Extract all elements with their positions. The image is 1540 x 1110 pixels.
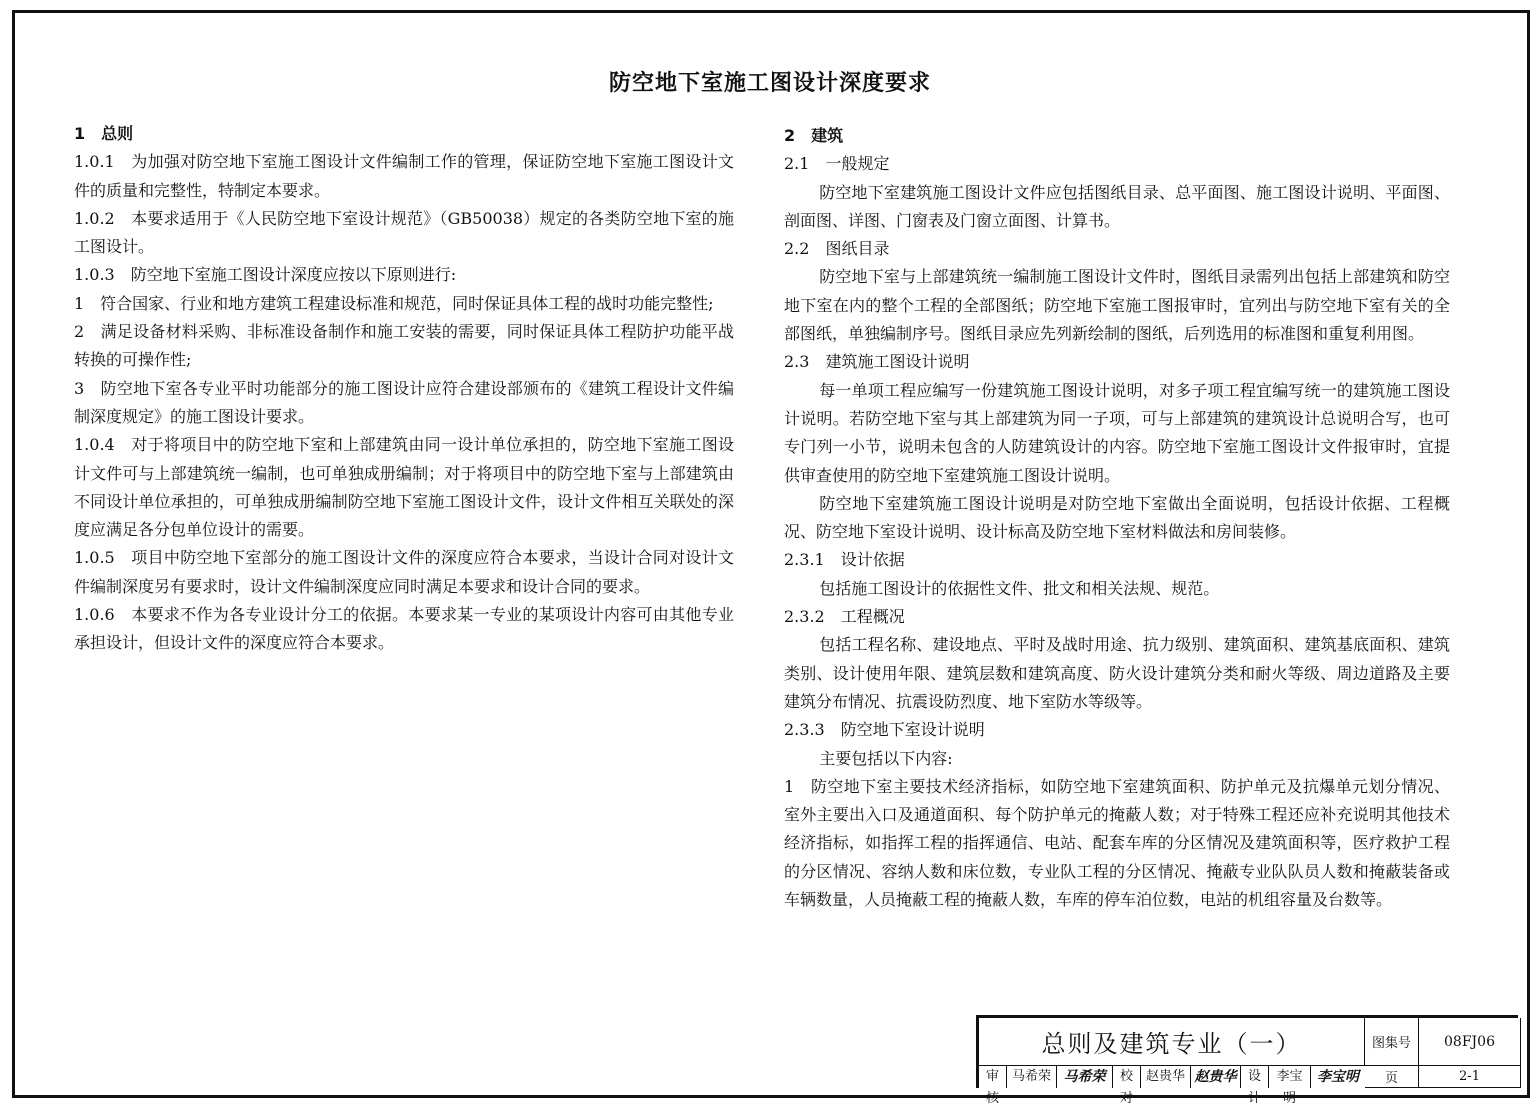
- paragraph: 1 防空地下室主要技术经济指标，如防空地下室建筑面积、防护单元及抗爆单元划分情况、室外主要出入口及通道面积、每个防护单元的掩蔽人数；对于特殊工程还应补充说明其他技术经济指标，如指挥工程的指挥通信、电站、配套车库的分区情况及建筑面积等，医疗救护工程的分区情况、容纳人数和床位数，专业队工程的分区情况、掩蔽专业队队员人数和掩蔽装备或车辆数量，人员掩蔽工程的掩蔽人数，车库的停车泊位数，电站的机组容量及台数等。: [784, 776, 1450, 910]
- review-label: 审核: [979, 1066, 1007, 1088]
- designer-name: 李宝明: [1269, 1066, 1311, 1088]
- paragraph: 2.3.2 工程概况: [784, 607, 905, 627]
- paragraph: 防空地下室与上部建筑统一编制施工图设计文件时，图纸目录需列出包括上部建筑和防空地下室在内的整个工程的全部图纸；防空地下室施工图报审时，宜列出与防空地下室有关的全部图纸，单独编制序号。图纸目录应先列新绘制的图纸，后列选用的标准图和重复利用图。: [784, 267, 1450, 344]
- paragraph: 3 防空地下室各专业平时功能部分的施工图设计应符合建设部颁布的《建筑工程设计文件编制深度规定》的施工图设计要求。: [74, 378, 734, 426]
- left-column: [74, 120, 734, 658]
- paragraph: 1.0.5 项目中防空地下室部分的施工图设计文件的深度应符合本要求，当设计合同对设计文件编制深度另有要求时，设计文件编制深度应同时满足本要求和设计合同的要求。: [74, 548, 734, 596]
- paragraph: 1.0.6 本要求不作为各专业设计分工的依据。本要求某一专业的某项设计内容可由其他专业承担设计，但设计文件的深度应符合本要求。: [74, 605, 734, 653]
- section-heading: 1 总则: [74, 124, 134, 143]
- paragraph: 包括施工图设计的依据性文件、批文和相关法规、规范。: [819, 578, 1220, 598]
- check-label: 校对: [1113, 1066, 1141, 1088]
- page-label: 页: [1365, 1066, 1419, 1088]
- right-column: [784, 122, 1450, 914]
- paragraph: 防空地下室建筑施工图设计说明是对防空地下室做出全面说明，包括设计依据、工程概况、防空地下室设计说明、设计标高及防空地下室材料做法和房间装修。: [784, 493, 1450, 542]
- designer-signature: 李宝明: [1317, 1069, 1359, 1085]
- paragraph: 包括工程名称、建设地点、平时及战时用途、抗力级别、建筑面积、建筑基底面积、建筑类别、设计使用年限、建筑层数和建筑高度、防火设计建筑分类和耐火等级、周边道路及主要建筑分布情况、抗震设防烈度、地下室防水等级等。: [784, 635, 1450, 711]
- paragraph: 每一单项工程应编写一份建筑施工图设计说明，对多子项工程宜编写统一的建筑施工图设计说明。若防空地下室与其上部建筑为同一子项，可与上部建筑的建筑设计总说明合写，也可专门列一小节，说明未包含的人防建筑设计的内容。防空地下室施工图设计文件报审时，宜提供审查使用的防空地下室建筑施工图设计说明。: [784, 380, 1450, 485]
- document-title: 防空地下室施工图设计深度要求: [608, 71, 931, 96]
- paragraph: 主要包括以下内容:: [819, 748, 953, 768]
- paragraph: 2.3 建筑施工图设计说明: [784, 352, 970, 372]
- design-label: 设计: [1241, 1066, 1269, 1088]
- paragraph: 2 满足设备材料采购、非标准设备制作和施工安装的需要，同时保证具体工程防护功能平战转换的可操作性;: [74, 322, 734, 370]
- paragraph: 1.0.2 本要求适用于《人民防空地下室设计规范》（GB50038）规定的各类防空地下室的施工图设计。: [74, 208, 734, 257]
- paragraph: 1 符合国家、行业和地方建筑工程建设标准和规范，同时保证具体工程的战时功能完整性;: [74, 293, 714, 313]
- paragraph: 1.0.4 对于将项目中的防空地下室和上部建筑由同一设计单位承担的，防空地下室施工图设计文件可与上部建筑统一编制，也可单独成册编制；对于将项目中的防空地下室与上部建筑由不同设计单位承担的，可单独成册编制防空地下室施工图设计文件，设计文件相互关联处的深度应满足各分包单位设计的需要。: [74, 435, 734, 540]
- checker-signature: 赵贵华: [1191, 1066, 1241, 1088]
- paragraph: 1.0.1 为加强对防空地下室施工图设计文件编制工作的管理，保证防空地下室施工图设计文件的质量和完整性，特制定本要求。: [74, 152, 734, 200]
- paragraph: 2.3.1 设计依据: [784, 550, 905, 570]
- paragraph: 2.2 图纸目录: [784, 239, 890, 259]
- title-block: [976, 1015, 1518, 1106]
- reviewer-name: 马希荣: [1007, 1066, 1057, 1088]
- paragraph: 1.0.3 防空地下室施工图设计深度应按以下原则进行:: [74, 265, 457, 285]
- paragraph: 2.1 一般规定: [784, 154, 890, 174]
- signature-row: [979, 1066, 1365, 1106]
- atlas-number: 08FJ06: [1419, 1018, 1521, 1066]
- reviewer-signature: 马希荣: [1057, 1066, 1113, 1088]
- atlas-number-label: 图集号: [1365, 1018, 1419, 1066]
- section-heading: 2 建筑: [784, 126, 844, 145]
- paragraph: 2.3.3 防空地下室设计说明: [784, 720, 985, 740]
- drawing-name: 总则及建筑专业（一）: [979, 1018, 1365, 1066]
- paragraph: 防空地下室建筑施工图设计文件应包括图纸目录、总平面图、施工图设计说明、平面图、剖面图、详图、门窗表及门窗立面图、计算书。: [784, 182, 1450, 230]
- checker-name: 赵贵华: [1141, 1066, 1191, 1088]
- page-number: 2-1: [1419, 1066, 1521, 1088]
